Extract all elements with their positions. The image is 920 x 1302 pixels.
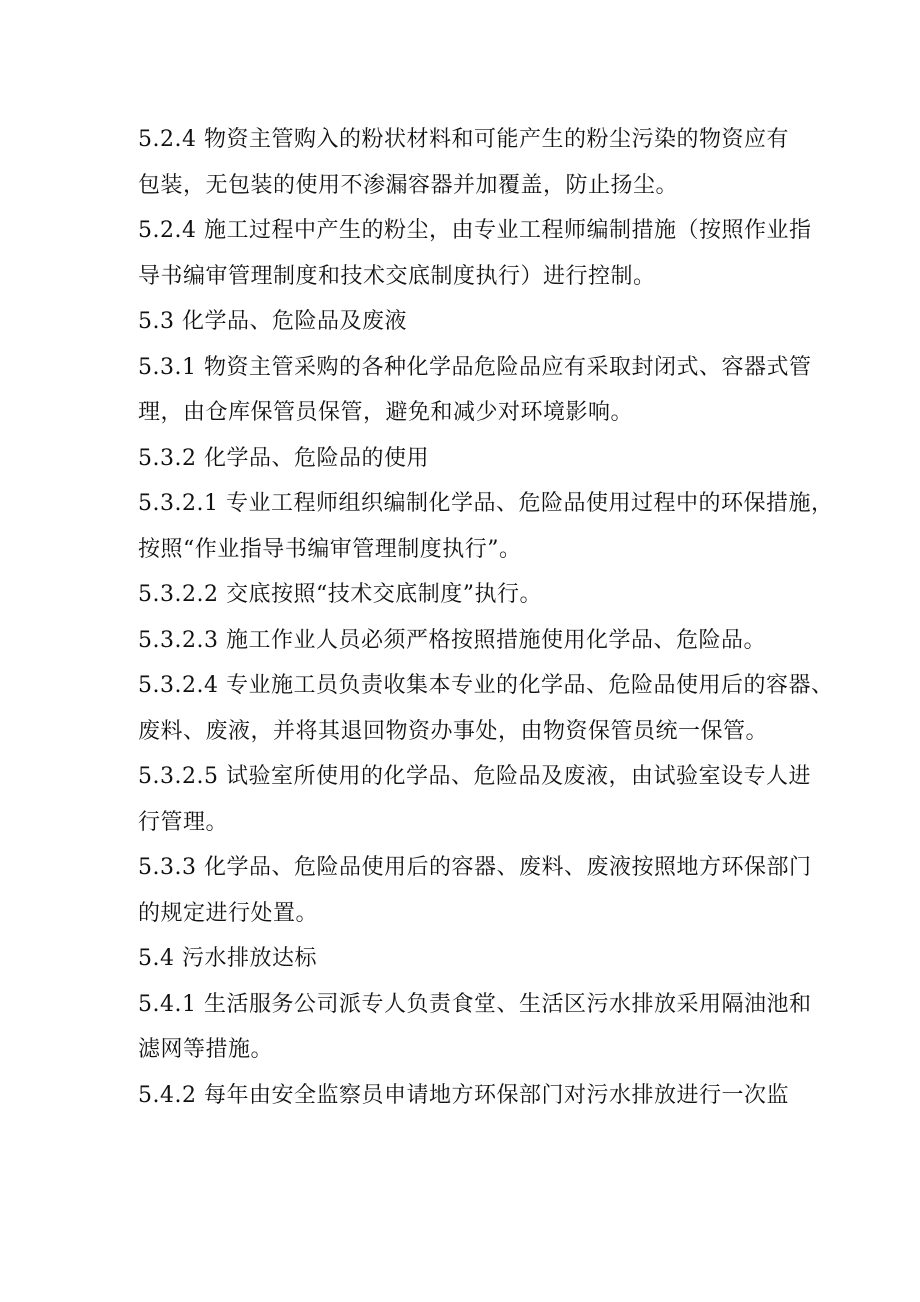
text-line: 5.3.2.1 专业工程师组织编制化学品、危险品使用过程中的环保措施， [138,491,834,516]
text-line: 5.3.2.4 专业施工员负责收集本专业的化学品、危险品使用后的容器、 [138,673,834,698]
text-line: 包装，无包装的使用不渗漏容器并加覆盖，防止扬尘。 [138,172,679,198]
text-line: 5.3.2.2 交底按照“技术交底制度”执行。 [138,582,542,607]
text-line: 5.3.2.3 施工作业人员必须严格按照措施使用化学品、危险品。 [138,627,766,653]
subsection-heading: 5.3.2 化学品、危险品的使用 [138,445,429,471]
text-line: 理，由仓库保管员保管，避免和减少对环境影响。 [138,400,634,425]
text-line: 导书编审管理制度和技术交底制度执行）进行控制。 [138,263,656,289]
text-line: 按照“作业指导书编审管理制度执行”。 [138,536,522,562]
text-line: 行管理。 [138,809,229,835]
document-body [138,117,834,1118]
text-line: 5.2.4 施工过程中产生的粉尘，由专业工程师编制措施（按照作业指 [138,218,812,243]
text-line: 滤网等措施。 [138,1037,274,1062]
text-line: 5.2.4 物资主管购入的粉状材料和可能产生的粉尘污染的物资应有 [138,127,789,152]
text-line: 废料、废液，并将其退回物资办事处，由物资保管员统一保管。 [138,718,769,744]
section-heading: 5.4 污水排放达标 [138,946,317,971]
text-line: 5.4.1 生活服务公司派专人负责食堂、生活区污水排放采用隔油池和 [138,991,812,1017]
text-line: 的规定进行处置。 [138,900,319,926]
section-heading: 5.3 化学品、危险品及废液 [138,309,407,334]
text-line: 5.4.2 每年由安全监察员申请地方环保部门对污水排放进行一次监 [138,1082,789,1108]
text-line: 5.3.2.5 试验室所使用的化学品、危险品及废液，由试验室设专人进 [138,764,811,789]
text-line: 5.3.1 物资主管采购的各种化学品危险品应有采取封闭式、容器式管 [138,354,812,380]
text-line: 5.3.3 化学品、危险品使用后的容器、废料、废液按照地方环保部门 [138,855,812,880]
